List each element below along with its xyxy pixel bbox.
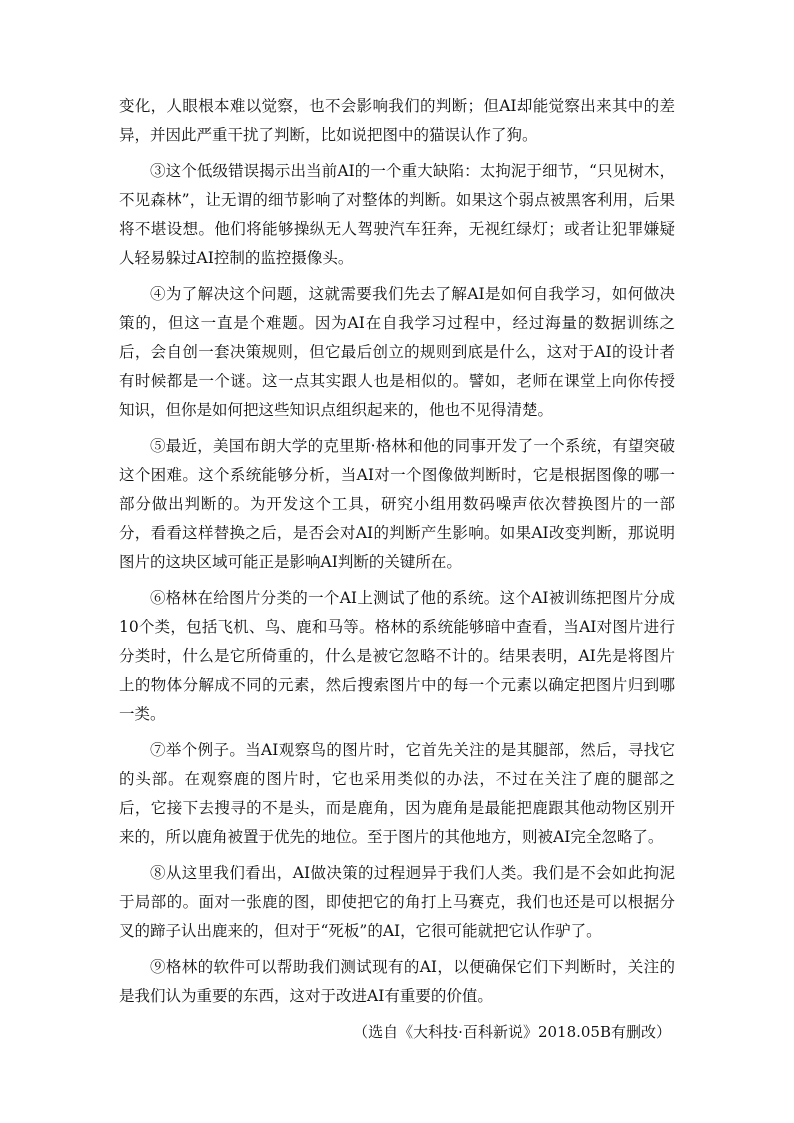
document-page	[119, 92, 675, 1047]
paragraph-4: ④为了解决这个问题，这就需要我们先去了解AI是如何自我学习，如何做决策的，但这一直是个难题。因为AI在自我学习过程中，经过海量的数据训练之后，会自创一套决策规则，但它最后创立的规则到底是什么，这对于AI的设计者有时候都是一个谜。这一点其实跟人也是相似的。譬如，老师在课堂上向你传授知识，但你是如何把这些知识点组织起来的，他也不见得清楚。	[119, 285, 675, 419]
paragraph-5: ⑤最近，美国布朗大学的克里斯·格林和他的同事开发了一个系统，有望突破这个困难。这个系统能够分析，当AI对一个图像做判断时，它是根据图像的哪一部分做出判断的。为开发这个工具，研究小组用数码噪声依次替换图片的一部分，看看这样替换之后，是否会对AI的判断产生影响。如果AI改变判断，那说明图片的这块区域可能正是影响AI判断的关键所在。	[119, 437, 675, 571]
paragraph-3: ③这个低级错误揭示出当前AI的一个重大缺陷：太拘泥于细节，“只见树木，不见森林”，让无谓的细节影响了对整体的判断。如果这个弱点被黑客利用，后果将不堪设想。他们将能够操纵无人驾驶汽车狂奔，无视红绿灯；或者让犯罪嫌疑人轻易躲过AI控制的监控摄像头。	[119, 162, 675, 267]
paragraph-8: ⑧从这里我们看出，AI做决策的过程迥异于我们人类。我们是不会如此拘泥于局部的。面对一张鹿的图，即使把它的角打上马赛克，我们也还是可以根据分叉的蹄子认出鹿来的，但对于“死板”的AI，它很可能就把它认作驴了。	[119, 864, 675, 940]
paragraph-6: ⑥格林在给图片分类的一个AI上测试了他的系统。这个AI被训练把图片分成10个类，包括飞机、鸟、鹿和马等。格林的系统能够暗中查看，当AI对图片进行分类时，什么是它所倚重的，什么是被它忽略不计的。结果表明，AI先是将图片上的物体分解成不同的元素，然后搜索图片中的每一个元素以确定把图片归到哪一类。	[119, 589, 675, 723]
paragraph-continued: 变化，人眼根本难以觉察，也不会影响我们的判断；但AI却能觉察出来其中的差异，并因此严重干扰了判断，比如说把图中的猫误认作了狗。	[119, 97, 675, 144]
paragraph-7: ⑦举个例子。当AI观察鸟的图片时，它首先关注的是其腿部，然后，寻找它的头部。在观察鹿的图片时，它也采用类似的办法，不过在关注了鹿的腿部之后，它接下去搜寻的不是头，而是鹿角，因为鹿角是最能把鹿跟其他动物区别开来的，所以鹿角被置于优先的地位。至于图片的其他地方，则被AI完全忽略了。	[119, 741, 675, 846]
paragraph-9: ⑨格林的软件可以帮助我们测试现有的AI，以便确保它们下判断时，关注的是我们认为重要的东西，这对于改进AI有重要的价值。	[119, 958, 675, 1005]
source-citation: （选自《大科技·百科新说》2018.05B有删改）	[353, 1023, 671, 1041]
